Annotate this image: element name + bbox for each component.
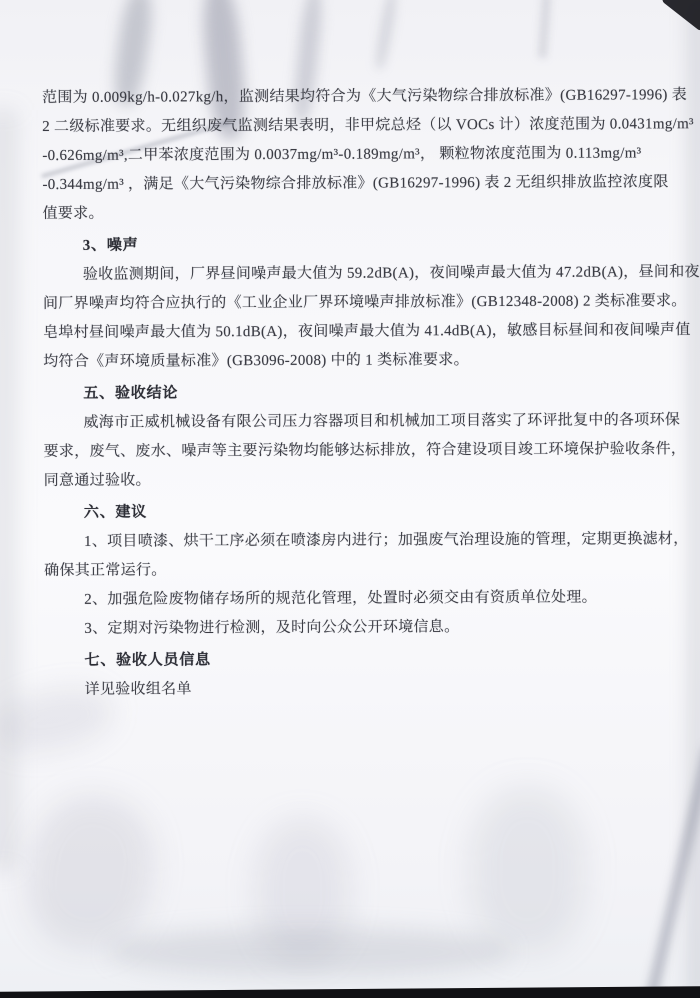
text-line: 间厂界噪声均符合应执行的《工业企业厂界环境噪声排放标准》(GB12348-2008) 2 类标准要求。: [42, 293, 687, 312]
section-heading: 3、噪声: [82, 237, 139, 254]
text-line: 均符合《声环境质量标准》(GB3096-2008) 中的 1 类标准要求。: [43, 352, 469, 370]
text-line: 值要求。: [42, 205, 104, 222]
text-line: 皂埠村昼间噪声最大值为 50.1dB(A)，夜间噪声最大值为 41.4dB(A)，敏感目标昼间和夜间噪声值: [43, 322, 691, 341]
text-line: 3、定期对污染物进行检测，及时向公众公开环境信息。: [84, 619, 460, 637]
section-heading: 五、验收结论: [83, 385, 179, 402]
section-heading: 七、验收人员信息: [84, 652, 211, 669]
text-line: 详见验收组名单: [84, 681, 192, 698]
text-line: 要求，废气、废水、噪声等主要污染物均能够达标排放，符合建设项目竣工环境保护验收条件，: [43, 441, 687, 460]
text-line: -0.344mg/m³ ，满足《大气污染物综合排放标准》(GB16297-1996) 表 2 无组织排放监控浓度限: [42, 174, 669, 193]
section-heading: 六、建议: [83, 504, 148, 521]
text-line: 2 二级标准要求。无组织废气监测结果表明，非甲烷总烃（以 VOCs 计）浓度范围为 0.0431mg/m³: [42, 116, 694, 135]
text-line: 验收监测期间，厂界昼间噪声最大值为 59.2dB(A)，夜间噪声最大值为 47.2dB(A)，昼间和夜: [82, 264, 700, 283]
text-line: 确保其正常运行。: [44, 562, 167, 579]
text-line: 1、项目喷漆、烘干工序必须在喷漆房内进行；加强废气治理设施的管理，定期更换滤材，: [83, 531, 689, 550]
text-line: 同意通过验收。: [43, 472, 151, 489]
text-line: -0.626mg/m³,二甲苯浓度范围为 0.0037mg/m³-0.189mg/m³， 颗粒物浓度范围为 0.113mg/m³: [42, 145, 642, 164]
text-layer: [42, 81, 700, 705]
text-line: 威海市正威机械设备有限公司压力容器项目和机械加工项目落实了环评批复中的各项环保: [83, 412, 681, 431]
text-line: 2、加强危险废物储存场所的规范化管理，处置时必须交由有资质单位处理。: [84, 589, 597, 608]
text-line: 范围为 0.009kg/h-0.027kg/h，监测结果均符合为《大气污染物综合排放标准》(GB16297-1996) 表: [42, 87, 688, 106]
